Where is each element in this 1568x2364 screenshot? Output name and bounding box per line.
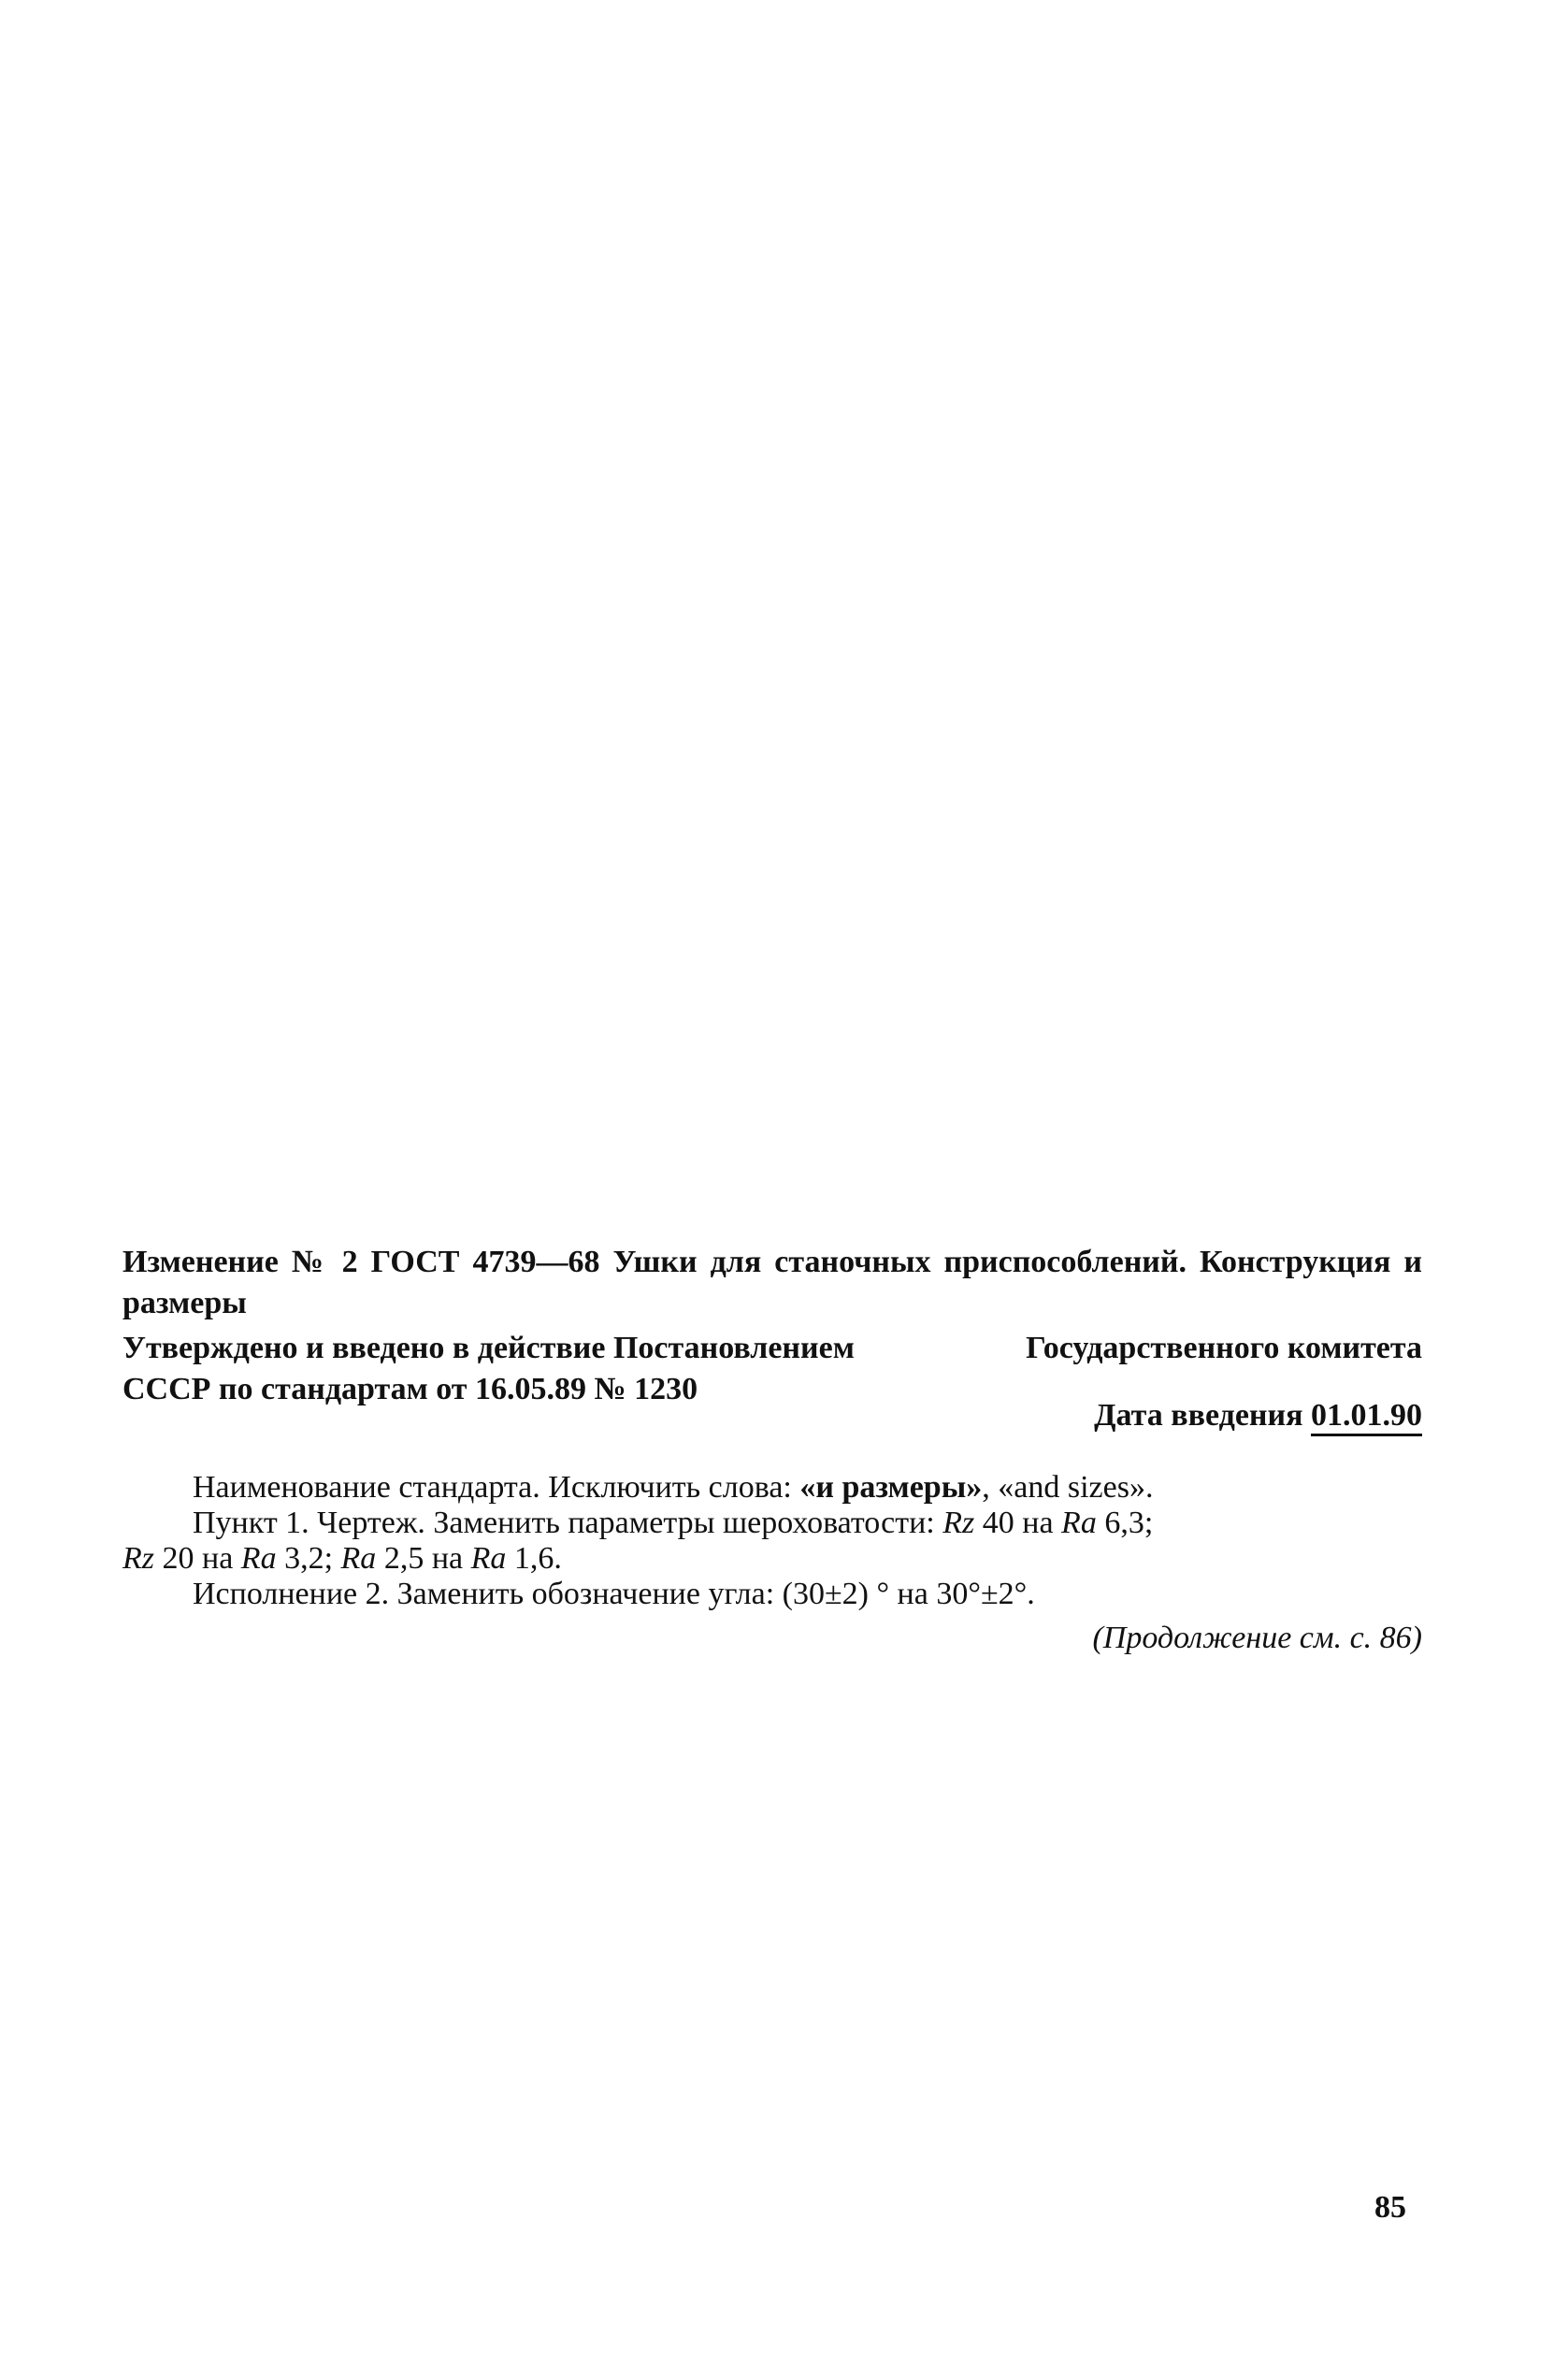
page-number: 85 [1374,2190,1406,2225]
approval-line-1-left: Утверждено и введено в действие Постановлением [122,1331,855,1365]
approval-line-2-text: СССР по стандартам от 16.05.89 № 1230 [122,1372,698,1406]
roughness-value-5: 2,5 на [376,1541,471,1576]
change-heading-text: Изменение № 2 ГОСТ 4739—68 Ушки для станочных приспособлений. Конструкция и размеры [122,1245,1422,1320]
roughness-value-3: 20 на [154,1541,241,1576]
rz-symbol: Rz [122,1541,154,1576]
ra-symbol: Ra [240,1541,277,1576]
effective-date-label: Дата введения [1094,1398,1303,1433]
roughness-intro: Пункт 1. Чертеж. Заменить параметры шероховатости: [193,1506,943,1540]
angle-text: Исполнение 2. Заменить обозначение угла: (30±2) ° на 30°±2°. [193,1577,1035,1611]
roughness-value-4: 3,2; [276,1541,341,1576]
paragraph-standard-name-suffix: , «and sizes». [982,1470,1154,1505]
ra-symbol: Ra [340,1541,377,1576]
approval-line-1 [122,1328,1422,1369]
rz-symbol: Rz [942,1506,975,1540]
continuation-text: (Продолжение см. с. 86) [1092,1621,1422,1655]
paragraph-standard-name [122,1470,1422,1506]
change-body [122,1470,1422,1612]
paragraph-standard-name-prefix: Наименование стандарта. Исключить слова: [193,1470,800,1505]
paragraph-roughness-line-2 [122,1541,1422,1577]
continuation-note [122,1618,1422,1659]
roughness-value-6: 1,6. [506,1541,562,1576]
roughness-value-2: 6,3; [1096,1506,1154,1540]
ra-symbol: Ra [470,1541,507,1576]
ra-symbol: Ra [1061,1506,1097,1540]
paragraph-roughness-line-1 [122,1506,1422,1541]
effective-date-value: 01.01.90 [1311,1398,1422,1436]
paragraph-angle [122,1577,1422,1612]
effective-date [122,1395,1422,1436]
approval-line-1-right: Государственного комитета [1026,1331,1422,1365]
excluded-words: «и размеры» [799,1470,983,1505]
roughness-value-1: 40 на [974,1506,1062,1540]
change-heading [122,1242,1422,1324]
